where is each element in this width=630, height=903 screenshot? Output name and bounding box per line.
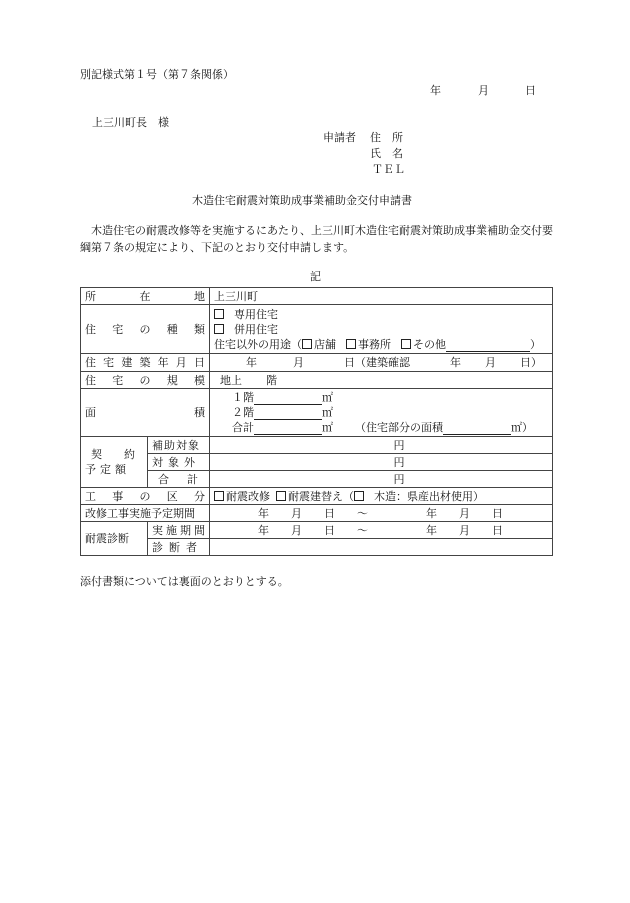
row-build-date: [81, 354, 553, 372]
work-type-value: 耐震改修 耐震建替え（ 木造：県産出材使用）: [210, 488, 553, 505]
other-use-blank[interactable]: [446, 339, 530, 352]
row-house-type: [81, 305, 553, 354]
scale-value[interactable]: 地上 階: [210, 372, 553, 389]
contract-label: 契約 予定額: [81, 437, 148, 488]
work-period-label: 改修工事実施予定期間: [85, 506, 195, 520]
location-value[interactable]: 上三川町: [210, 288, 553, 305]
contract-subsidy-value[interactable]: 円: [210, 437, 553, 454]
location-label: 所 在 地: [85, 289, 205, 303]
other-use-line: 住宅以外の用途（ 店舗 事務所 その他 ）: [214, 337, 541, 351]
checkbox-icon: [214, 324, 224, 334]
row-area: [81, 389, 553, 437]
applicant-name-label: 氏 名: [370, 147, 403, 160]
contract-subsidy-label: 補助対象: [152, 438, 200, 452]
row-contract-subsidy: [81, 437, 553, 454]
applicant-label: 申請者: [323, 131, 356, 144]
option-combined-house[interactable]: 併用住宅: [214, 322, 548, 337]
area-floor1[interactable]: １階 ㎡: [232, 391, 333, 404]
area-value: [210, 389, 553, 437]
attachment-note: 添付書類については裏面のとおりとする。: [80, 575, 289, 588]
date-day-label: 日: [525, 84, 536, 97]
build-date-label: 住 宅 建 築 年 月 日: [85, 356, 205, 369]
checkbox-shop-icon[interactable]: [302, 339, 312, 349]
area-total[interactable]: 合計 ㎡ （住宅部分の面積 ㎡）: [232, 421, 533, 434]
checkbox-icon: [214, 309, 224, 319]
row-location: [81, 288, 553, 305]
contract-excluded-label: 対象外: [152, 455, 200, 469]
row-diagnoser: [81, 539, 553, 556]
form-number: 別記様式第１号（第７条関係）: [80, 68, 234, 81]
date-month-label: 月: [478, 84, 489, 97]
work-period-value[interactable]: 年 月 日 ～ 年 月 日: [210, 505, 553, 522]
diagnoser-value[interactable]: [210, 539, 553, 556]
build-date-value[interactable]: 年 月 日（建築確認 年 月 日）: [210, 354, 553, 372]
date-year-label: 年: [430, 84, 441, 97]
row-work-type: [81, 488, 553, 505]
applicant-address-label: 住 所: [370, 131, 403, 144]
option-dedicated-house[interactable]: 専用住宅: [214, 307, 548, 322]
scale-label: 住 宅 の 規 模: [85, 373, 205, 387]
row-contract-excluded: [81, 454, 553, 471]
document-title: 木造住宅耐震対策助成事業補助金交付申請書: [192, 194, 412, 207]
checkbox-local-wood-icon[interactable]: [354, 491, 364, 501]
diagnosis-label: 耐震診断: [85, 532, 129, 545]
row-diagnosis-period: [81, 522, 553, 539]
contract-excluded-value[interactable]: 円: [210, 454, 553, 471]
house-type-label: 住 宅 の 種 類: [85, 322, 205, 336]
diagnoser-label: 診断者: [152, 540, 203, 554]
row-scale: [81, 372, 553, 389]
checkbox-office-icon[interactable]: [346, 339, 356, 349]
area-floor2[interactable]: ２階 ㎡: [232, 406, 333, 419]
ki-label: 記: [310, 270, 321, 283]
body-text: 木造住宅の耐震改修等を実施するにあたり、上三川町木造住宅耐震対策助成事業補助金交付要綱第７条の規定により、下記のとおり交付申請します。: [80, 224, 553, 254]
checkbox-other-icon[interactable]: [401, 339, 411, 349]
addressee: 上三川町長 様: [92, 116, 169, 129]
diagnosis-period-value[interactable]: 年 月 日 ～ 年 月 日: [210, 522, 553, 539]
checkbox-rebuild-icon[interactable]: [276, 491, 286, 501]
applicant-tel-label: ＴＥＬ: [372, 163, 405, 176]
contract-total-label: 合計: [158, 472, 216, 486]
row-contract-total: [81, 471, 553, 488]
area-label: 面 積: [85, 406, 205, 419]
work-type-label: 工 事 の 区 分: [85, 489, 205, 503]
checkbox-retrofit-icon[interactable]: [214, 491, 224, 501]
contract-total-value[interactable]: 円: [210, 471, 553, 488]
house-type-value: [210, 305, 553, 354]
diagnosis-period-label: 実施期間: [152, 523, 208, 537]
row-work-period: [81, 505, 553, 522]
application-table: [80, 287, 553, 556]
